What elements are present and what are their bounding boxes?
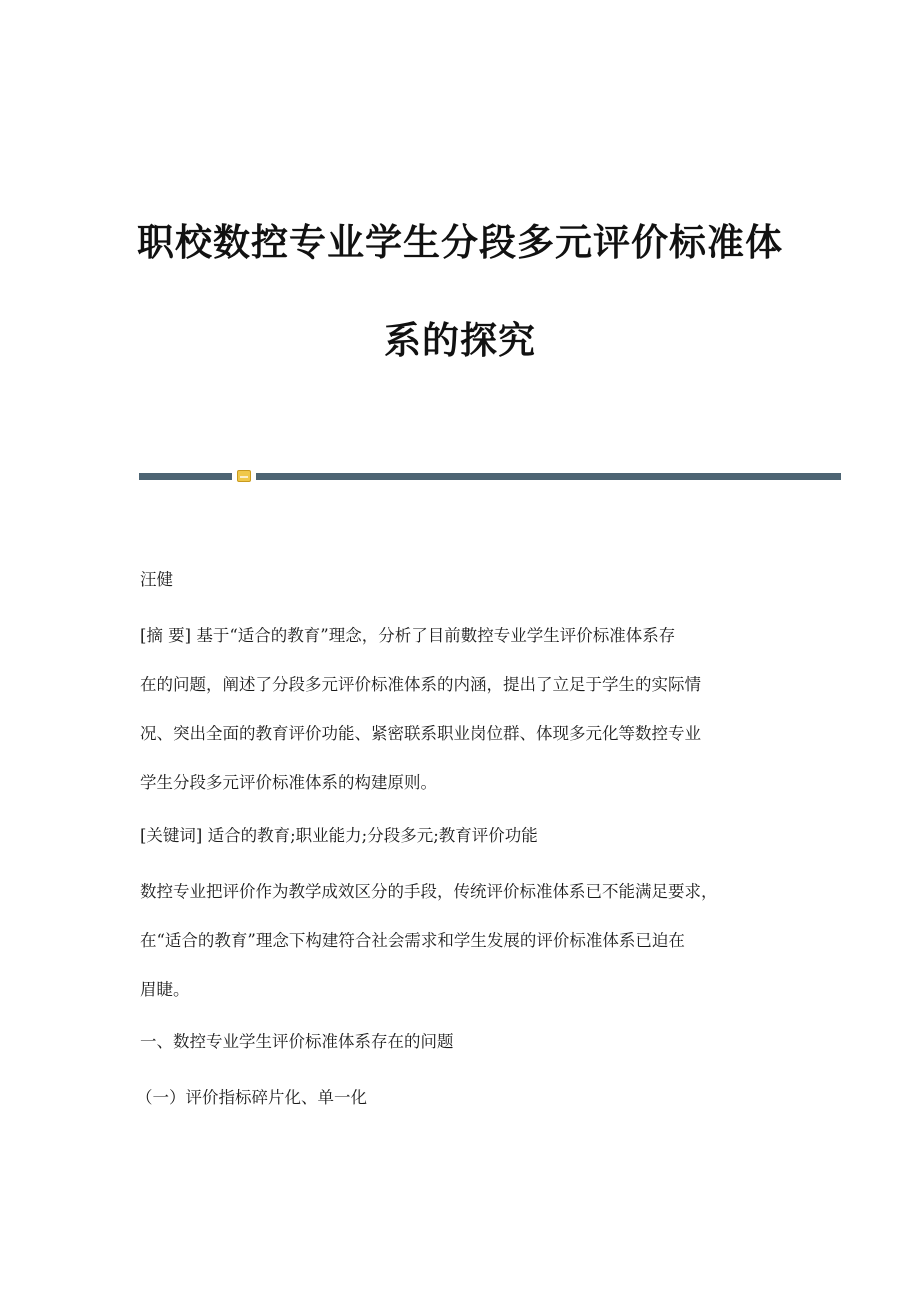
document-emblem-icon [237, 470, 251, 482]
abstract-line: [摘 要] 基于“适合的教育”理念，分析了目前數控专业学生评价标准体系存 [140, 626, 676, 645]
intro-line: 数控专业把评价作为教学成效区分的手段，传统评价标准体系已不能满足要求， [140, 882, 718, 901]
divider-bar-left [139, 473, 232, 480]
section-heading: 一、数控专业学生评价标准体系存在的问题 [140, 1032, 454, 1051]
document-title-line-2: 系的探究 [384, 319, 536, 362]
divider-bar-right [256, 473, 841, 480]
abstract-line: 在的问题，阐述了分段多元评价标准体系的内涵，提出了立足于学生的实际情 [140, 675, 701, 694]
abstract-line: 学生分段多元评价标准体系的构建原则。 [140, 773, 437, 792]
subsection-heading: （一）评价指标碎片化、单一化 [136, 1088, 367, 1107]
author-name: 汪健 [140, 570, 173, 589]
keywords: [关键词] 适合的教育;职业能力;分段多元;教育评价功能 [140, 826, 538, 845]
document-title-line-1: 职校数控专业学生分段多元评价标准体 [137, 221, 783, 264]
abstract-line: 况、突出全面的教育评价功能、紧密联系职业岗位群、体现多元化等数控专业 [140, 724, 701, 743]
intro-line: 眉睫。 [140, 980, 190, 999]
intro-line: 在“适合的教育”理念下构建符合社会需求和学生发展的评价标准体系已迫在 [140, 931, 685, 950]
title-divider [139, 470, 841, 482]
